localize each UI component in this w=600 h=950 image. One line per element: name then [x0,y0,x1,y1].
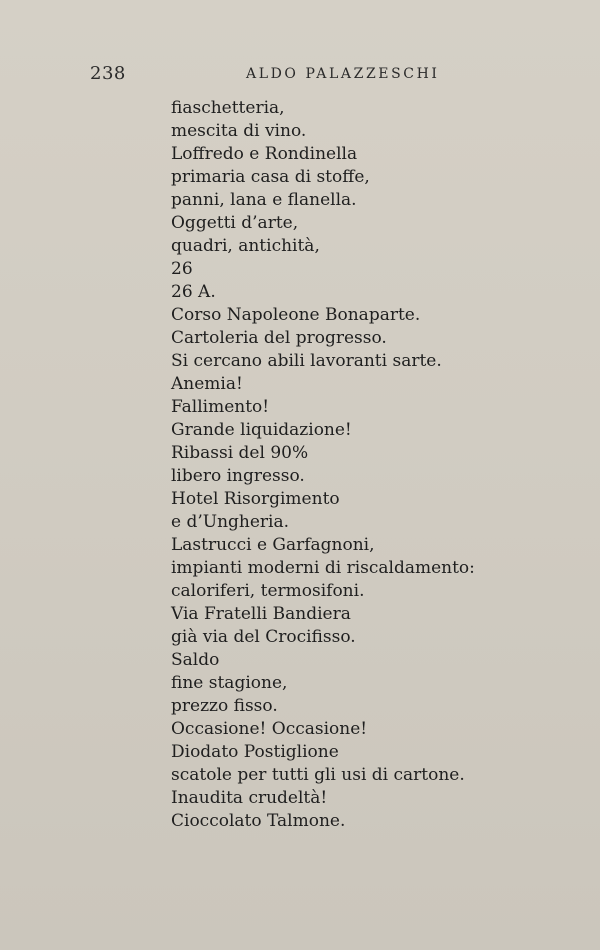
poem-line: caloriferi, termosifoni. [171,581,365,601]
poem-line: Loffredo e Rondinella [171,144,358,164]
poem-line: fine stagione, [171,673,288,693]
poem-line: Grande liquidazione! [171,420,352,440]
poem-line: primaria casa di stoffe, [171,167,370,187]
poem-line: Saldo [171,650,220,670]
poem-line: scatole per tutti gli usi di cartone. [171,765,465,785]
poem-line: prezzo fisso. [171,696,278,716]
poem-line: Ribassi del 90% [171,443,309,463]
poem-line: Lastrucci e Garfagnoni, [171,535,375,555]
poem-line: Cartoleria del progresso. [171,328,387,348]
poem-line: 26 A. [171,282,216,302]
poem-line: 26 [171,259,193,279]
poem-line: Anemia! [171,374,243,394]
poem-line: impianti moderni di riscaldamento: [171,558,475,578]
poem-line: fiaschetteria, [171,98,285,118]
poem-line: Corso Napoleone Bonaparte. [171,305,421,325]
poem-line: Diodato Postiglione [171,742,339,762]
poem-line: Oggetti d’arte, [171,213,299,233]
running-head-author: ALDO PALAZZESCHI [246,66,440,82]
poem-line: panni, lana e flanella. [171,190,357,210]
poem-line: Cioccolato Talmone. [171,811,346,831]
poem-line: Via Fratelli Bandiera [171,604,351,624]
poem-line: libero ingresso. [171,466,305,486]
poem-line: Hotel Risorgimento [171,489,340,509]
poem-line: e d’Ungheria. [171,512,290,532]
poem-line: Inaudita crudeltà! [171,788,328,808]
poem-line: mescita di vino. [171,121,307,141]
poem-line: Si cercano abili lavoranti sarte. [171,351,442,371]
poem-body [171,97,591,833]
poem-line: Fallimento! [171,397,270,417]
page-number: 238 [90,63,126,84]
poem-line: Occasione! Occasione! [171,719,368,739]
poem-line: già via del Crocifisso. [171,627,356,647]
poem-line: quadri, antichità, [171,236,320,256]
